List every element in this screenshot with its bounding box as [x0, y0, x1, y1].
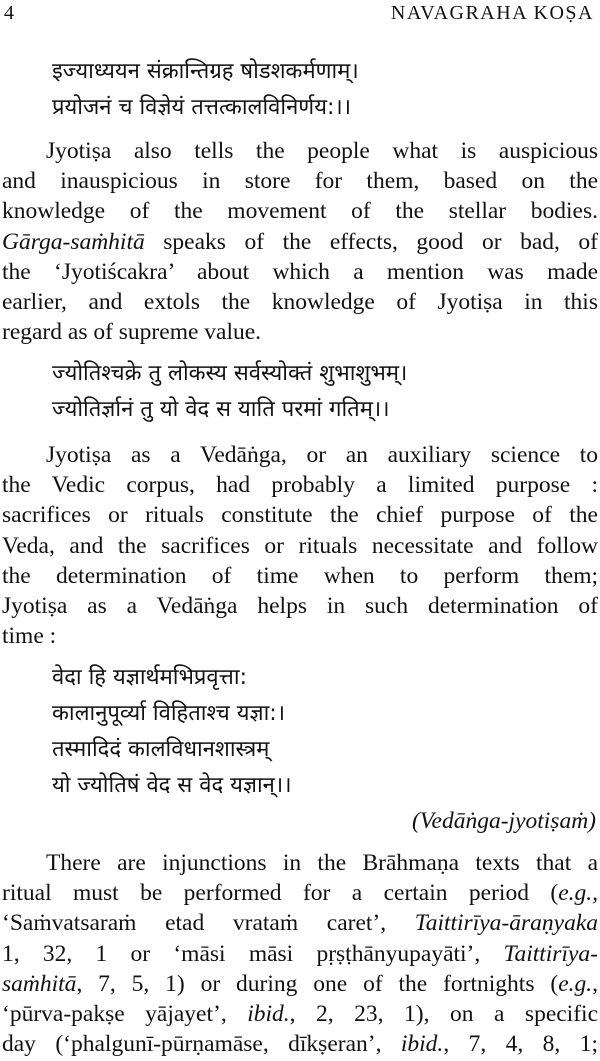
paragraph-line: Jyotiṣa as a Vedāṅga helps in such determination of	[2, 592, 598, 619]
paragraph-line: sacrifices or rituals constitute the chief purpose of the	[2, 502, 598, 529]
verse-line: तस्मादिदं कालविधानशास्त्रम्	[52, 737, 270, 762]
verse-line: कालानुपूर्व्या विहिताश्च यज्ञा:।	[52, 701, 286, 726]
sanskrit-verse-2	[52, 356, 407, 428]
paragraph-line: the ‘Jyotiścakra’ about which a mention was made	[2, 258, 598, 285]
paragraph-line: 1, 32, 1 or ‘māsi māsi pṛṣṭhānyupayāti’, Taittirīya-	[2, 940, 598, 967]
paragraph-line: day (‘phalgunī-pūrṇamāse, dīkṣeran’, ibid., 7, 4, 8, 1;	[2, 1031, 599, 1058]
paragraph-line: regard as of supreme value.	[2, 319, 262, 346]
paragraph-line: Gārga-saṁhitā speaks of the effects, good or bad, of	[2, 228, 598, 255]
paragraph-line: ‘Saṁvatsaraṁ etad vrataṁ caret’, Taittirīya-āraṇyaka	[2, 910, 598, 937]
paragraph-jyotisa-auspicious	[2, 136, 598, 347]
paragraph-line: the Vedic corpus, had probably a limited purpose :	[2, 472, 598, 499]
paragraph-line: the determination of time when to perform them;	[2, 562, 598, 589]
paragraph-line: ritual must be performed for a certain period (e.g.,	[2, 880, 598, 907]
paragraph-line: Veda, and the sacrifices or rituals necessitate and follow	[2, 532, 598, 559]
paragraph-line: earlier, and extols the knowledge of Jyotiṣa in this	[2, 288, 598, 315]
page-number: 4	[4, 2, 15, 24]
verse-line: यो ज्योतिषं वेद स वेद यज्ञान्।।	[52, 773, 292, 798]
verse-citation: (Vedāṅga-jyotiṣaṁ)	[411, 808, 596, 834]
paragraph-line: ‘pūrva-pakṣe yājayet’, ibid., 2, 23, 1), on a specific	[2, 1000, 598, 1027]
paragraph-line: knowledge of the movement of the stellar bodies.	[2, 198, 598, 225]
verse-line: ज्योतिर्ज्ञानं तु यो वेद स याति परमां गतिम्।।	[52, 397, 390, 422]
sanskrit-verse-3	[52, 660, 292, 804]
paragraph-line: There are injunctions in the Brāhmaṇa texts that a	[46, 850, 598, 876]
verse-line: ज्योतिश्चक्रे तु लोकस्य सर्वस्योक्तं शुभाशुभम्।	[52, 361, 408, 386]
paragraph-vedanga	[2, 440, 598, 651]
paragraph-line: time :	[2, 623, 57, 650]
verse-line: वेदा हि यज्ञार्थमभिप्रवृत्ता:	[52, 665, 247, 690]
paragraph-line: saṁhitā, 7, 5, 1) or during one of the fortnights (e.g.,	[2, 970, 598, 997]
verse-line: प्रयोजनं च विज्ञेयं तत्तत्कालविनिर्णय:।।	[52, 95, 352, 120]
running-title: NAVAGRAHA KOṢA	[390, 2, 594, 24]
paragraph-line: and inauspicious in store for them, based on the	[2, 168, 598, 195]
sanskrit-verse-1	[52, 54, 359, 126]
paragraph-line: Jyotiṣa as a Vedāṅga, or an auxiliary science to	[46, 442, 598, 468]
running-header	[4, 2, 594, 30]
verse-line: इज्याध्ययन संक्रान्तिग्रह षोडशकर्मणाम्।	[52, 59, 359, 84]
paragraph-line: Jyotiṣa also tells the people what is auspicious	[46, 138, 598, 164]
paragraph-brahmana-injunctions	[2, 848, 598, 1059]
